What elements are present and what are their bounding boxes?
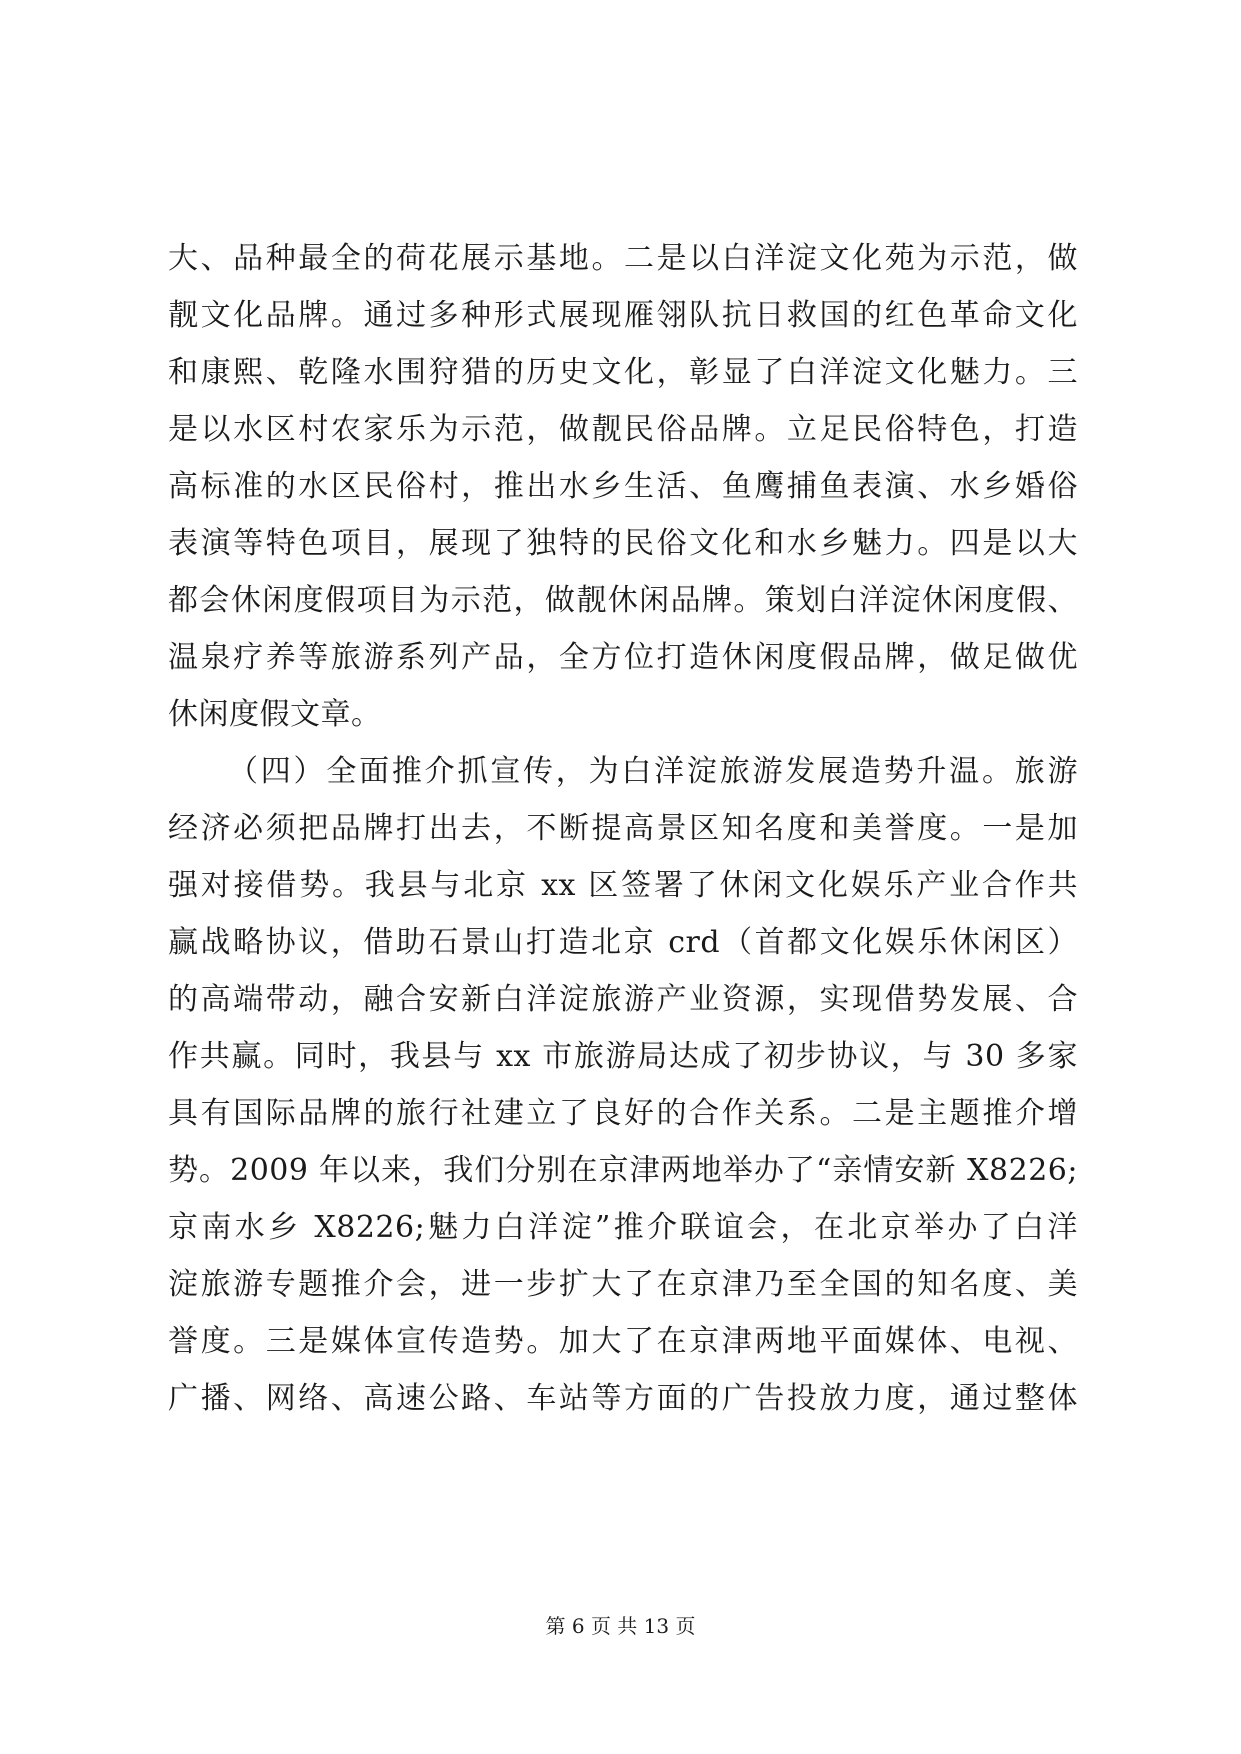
- text-line: 都会休闲度假项目为示范，做靓休闲品牌。策划白洋淀休闲度假、: [168, 583, 1078, 618]
- text-line: 表演等特色项目，展现了独特的民俗文化和水乡魅力。四是以大: [168, 526, 1078, 561]
- text-line: 淀旅游专题推介会，进一步扩大了在京津乃至全国的知名度、美: [168, 1267, 1078, 1302]
- text-line: 作共赢。同时，我县与 xx 市旅游局达成了初步协议，与 30 多家: [168, 1039, 1078, 1074]
- section-heading-line: （四）全面推介抓宣传，为白洋淀旅游发展造势升温。旅游: [228, 754, 1078, 789]
- page-footer: [0, 1614, 1241, 1638]
- text-line: 休闲度假文章。: [168, 697, 382, 732]
- text-line: 赢战略协议，借助石景山打造北京 crd（首都文化娱乐休闲区）: [168, 925, 1078, 960]
- text-line: 大、品种最全的荷花展示基地。二是以白洋淀文化苑为示范，做: [168, 241, 1078, 276]
- text-line: 是以水区村农家乐为示范，做靓民俗品牌。立足民俗特色，打造: [168, 412, 1078, 447]
- page-number-label: 第 6 页 共 13 页: [545, 1614, 696, 1638]
- text-line: 广播、网络、高速公路、车站等方面的广告投放力度，通过整体: [168, 1381, 1078, 1416]
- text-line: 誉度。三是媒体宣传造势。加大了在京津两地平面媒体、电视、: [168, 1324, 1078, 1359]
- text-line: 高标准的水区民俗村，推出水乡生活、鱼鹰捕鱼表演、水乡婚俗: [168, 469, 1078, 504]
- text-line: 和康熙、乾隆水围狩猎的历史文化，彰显了白洋淀文化魅力。三: [168, 355, 1078, 390]
- text-line: 的高端带动，融合安新白洋淀旅游产业资源，实现借势发展、合: [168, 982, 1078, 1017]
- text-line: 势。2009 年以来，我们分别在京津两地举办了“亲情安新 X8226;: [168, 1153, 1078, 1188]
- body-text: [168, 230, 1078, 1427]
- text-line: 京南水乡 X8226;魅力白洋淀”推介联谊会，在北京举办了白洋: [168, 1210, 1078, 1245]
- text-line: 温泉疗养等旅游系列产品，全方位打造休闲度假品牌，做足做优: [168, 640, 1078, 675]
- text-line: 具有国际品牌的旅行社建立了良好的合作关系。二是主题推介增: [168, 1096, 1078, 1131]
- text-line: 强对接借势。我县与北京 xx 区签署了休闲文化娱乐产业合作共: [168, 868, 1078, 903]
- text-line: 经济必须把品牌打出去，不断提高景区知名度和美誉度。一是加: [168, 811, 1078, 846]
- text-line: 靓文化品牌。通过多种形式展现雁翎队抗日救国的红色革命文化: [168, 298, 1078, 333]
